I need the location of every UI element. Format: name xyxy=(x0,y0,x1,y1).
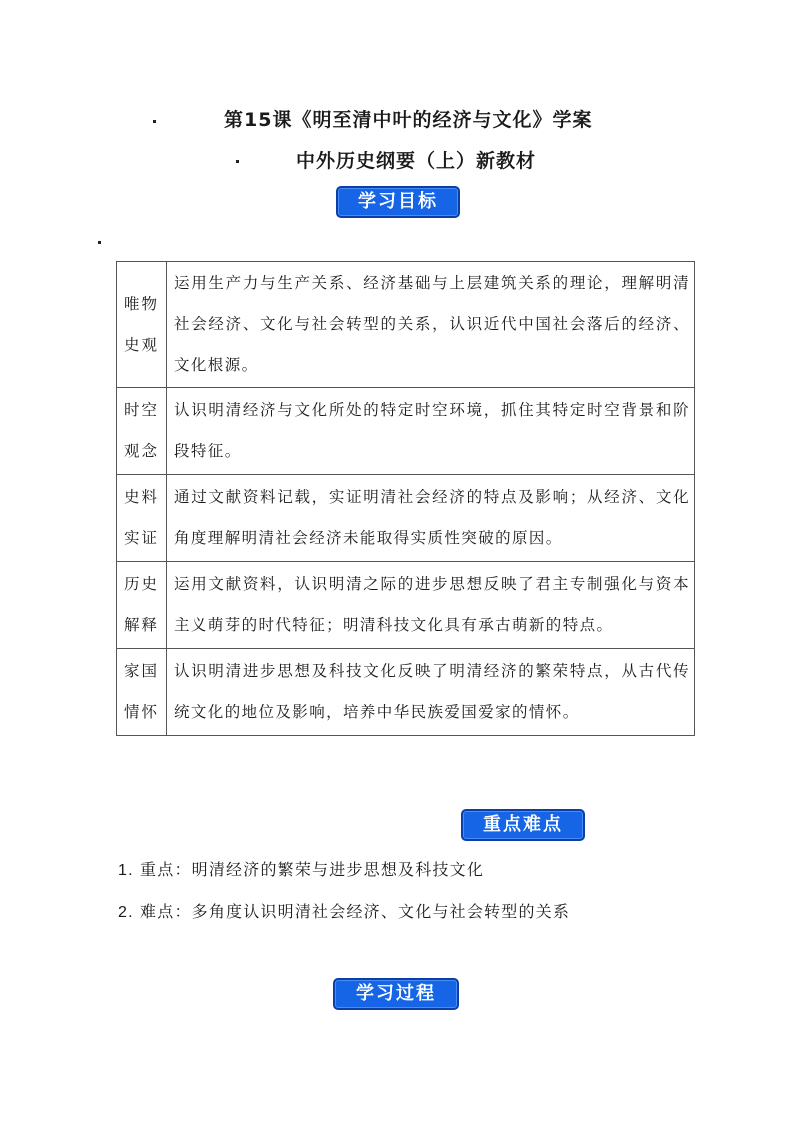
list-bullet xyxy=(153,120,156,123)
table-cell-category: 家国情怀 xyxy=(117,649,167,736)
key-point-text: 重点：明清经济的繁荣与进步思想及科技文化 xyxy=(140,860,485,879)
list-bullet xyxy=(98,241,101,244)
table-cell-category: 时空观念 xyxy=(117,388,167,475)
section-badge-process: 学习过程 xyxy=(333,978,459,1010)
section-badge-objectives: 学习目标 xyxy=(336,186,460,218)
table-row xyxy=(117,562,695,649)
table-cell-category: 史料实证 xyxy=(117,475,167,562)
section-badge-key-points: 重点难点 xyxy=(461,809,585,841)
key-point-number: 2. xyxy=(118,904,134,921)
table-cell-description: 运用生产力与生产关系、经济基础与上层建筑关系的理论，理解明清社会经济、文化与社会转型的关系，认识近代中国社会落后的经济、文化根源。 xyxy=(167,262,695,388)
table-row xyxy=(117,388,695,475)
key-point-text: 难点：多角度认识明清社会经济、文化与社会转型的关系 xyxy=(140,902,571,921)
table-row xyxy=(117,649,695,736)
page-title: 第15课《明至清中叶的经济与文化》学案 xyxy=(224,109,593,131)
table-row xyxy=(117,262,695,388)
table-cell-category: 历史解释 xyxy=(117,562,167,649)
list-bullet xyxy=(236,160,239,163)
table-cell-category: 唯物史观 xyxy=(117,262,167,388)
table-row xyxy=(117,475,695,562)
table-cell-description: 认识明清进步思想及科技文化反映了明清经济的繁荣特点，从古代传统文化的地位及影响，培养中华民族爱国爱家的情怀。 xyxy=(167,649,695,736)
page-subtitle: 中外历史纲要（上）新教材 xyxy=(296,150,537,172)
key-point-item xyxy=(118,857,484,880)
table-cell-description: 通过文献资料记载，实证明清社会经济的特点及影响；从经济、文化角度理解明清社会经济未能取得实质性突破的原因。 xyxy=(167,475,695,562)
objectives-table xyxy=(116,261,695,736)
key-point-item xyxy=(118,899,570,922)
table-cell-description: 认识明清经济与文化所处的特定时空环境，抓住其特定时空背景和阶段特征。 xyxy=(167,388,695,475)
table-cell-description: 运用文献资料，认识明清之际的进步思想反映了君主专制强化与资本主义萌芽的时代特征；明清科技文化具有承古萌新的特点。 xyxy=(167,562,695,649)
key-point-number: 1. xyxy=(118,862,134,879)
